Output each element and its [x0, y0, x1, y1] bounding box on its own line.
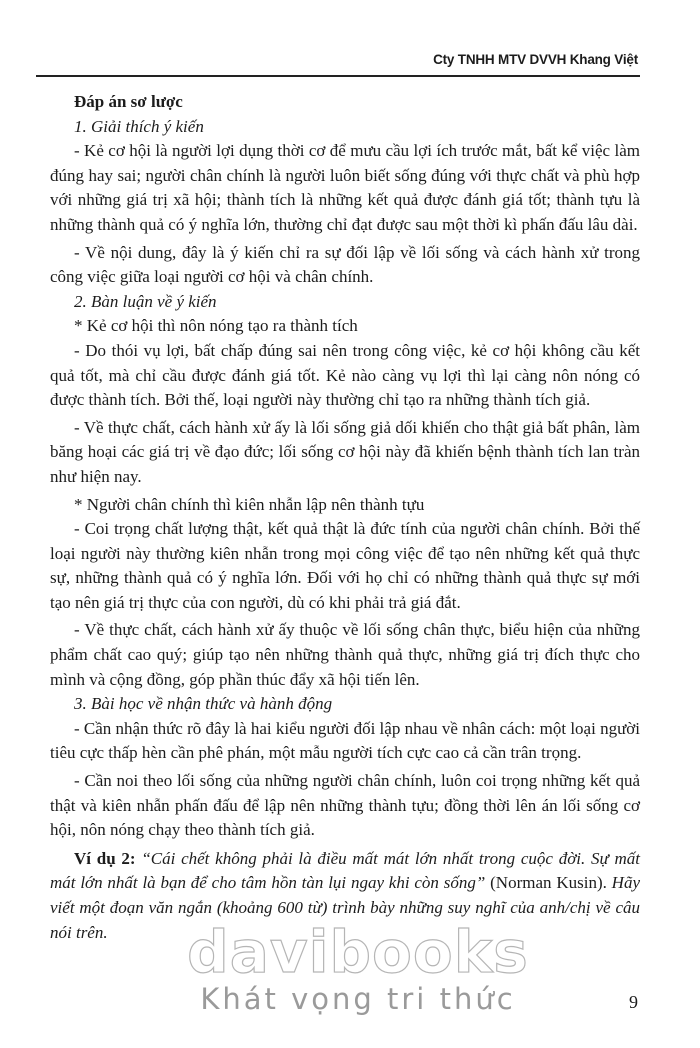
example-quote: “Cái chết không phải là điều mất mát lớn nhất trong cuộc đời. Sự mất mát lớn nhất là bạn để cho tâm hồn tàn lụi ngay khi còn sống” — [50, 848, 641, 893]
header-rule — [36, 75, 640, 77]
publisher-name: Cty TNHH MTV DVVH Khang Việt — [433, 52, 638, 67]
paragraph-7: - Cần nhận thức rõ đây là hai kiểu người đối lập nhau về nhân cách: một loại người tiêu cực thấp hèn cần phê phán, một mẫu người tích cực cao cả cần trân trọng. — [50, 718, 640, 763]
bullet-heading-1: * Kẻ cơ hội thì nôn nóng tạo ra thành tích — [74, 316, 358, 336]
bullet-heading-2: * Người chân chính thì kiên nhẫn lập nên thành tựu — [74, 494, 425, 514]
paragraph-4: - Về thực chất, cách hành xử ấy là lối sống giả dối khiến cho thật giả bất phân, làm băng hoại các giá trị về đạo đức; lối sống cơ hội này đã khiến bệnh thành tích lan tràn như hiện nay. — [50, 417, 640, 486]
running-header — [0, 48, 700, 78]
subsection-heading-3: 3. Bài học về nhận thức và hành động — [74, 694, 333, 714]
subsection-heading-1: 1. Giải thích ý kiến — [74, 116, 204, 136]
paragraph-3: - Do thói vụ lợi, bất chấp đúng sai nên trong công việc, kẻ cơ hội không cầu kết quả tốt, mà chỉ cầu được đánh giá tốt. Kẻ nào càng vụ lợi thì lại càng nôn nóng có được thành tích. Bởi thế, loại người này thường chỉ tạo ra những thành tích giả. — [50, 340, 640, 410]
watermark-brand: davibooks — [187, 918, 529, 986]
section-title: Đáp án sơ lược — [74, 92, 183, 111]
example-label: Ví dụ 2: — [74, 848, 136, 868]
page-body — [50, 90, 640, 945]
example-task: Hãy viết một đoạn văn ngắn (khoảng 600 từ) trình bày những suy nghĩ của anh/chị về câu nói trên. — [50, 873, 640, 942]
watermark-slogan: Khát vọng tri thức — [200, 982, 516, 1016]
page-number: 9 — [629, 992, 638, 1012]
subsection-heading-2: 2. Bàn luận về ý kiến — [74, 291, 217, 311]
paragraph-2: - Về nội dung, đây là ý kiến chỉ ra sự đối lập về lối sống và cách hành xử trong công việc giữa loại người cơ hội và chân chính. — [50, 242, 640, 287]
paragraph-1: - Kẻ cơ hội là người lợi dụng thời cơ để mưu cầu lợi ích trước mắt, bất kể việc làm đúng hay sai; người chân chính là người luôn biết sống đúng với thực chất và phù hợp với những giá trị xã hội; thành tích là những kết quả được đánh giá tốt; thành tựu là những thành quả có ý nghĩa lớn, thường chỉ đạt được sau một thời kì phấn đấu lâu dài. — [50, 141, 640, 234]
paragraph-5: - Coi trọng chất lượng thật, kết quả thật là đức tính của người chân chính. Bởi thế loại người này thường kiên nhẫn trong mọi công việc để tạo nên những kết quả thực sự, những thành quả có ý nghĩa lớn. Đối với họ chỉ có những thành quả thực sự mới tạo nên giá trị thực của con người, dù có khi phải trả giá đắt. — [50, 519, 640, 612]
example-author: (Norman Kusin). — [485, 873, 612, 893]
paragraph-8: - Cần noi theo lối sống của những người chân chính, luôn coi trọng những kết quả thật và kiên nhẫn phấn đấu để lập nên những thành tựu; đồng thời lên án lối sống cơ hội, nôn nóng chạy theo thành tích giả. — [50, 771, 640, 840]
paragraph-6: - Về thực chất, cách hành xử ấy thuộc về lối sống chân thực, biểu hiện của những phẩm chất cao quý; giúp tạo nên những thành quả thực, những giá trị đích thực cho mình và cộng đồng, góp phần thúc đẩy xã hội tiến lên. — [50, 620, 640, 689]
